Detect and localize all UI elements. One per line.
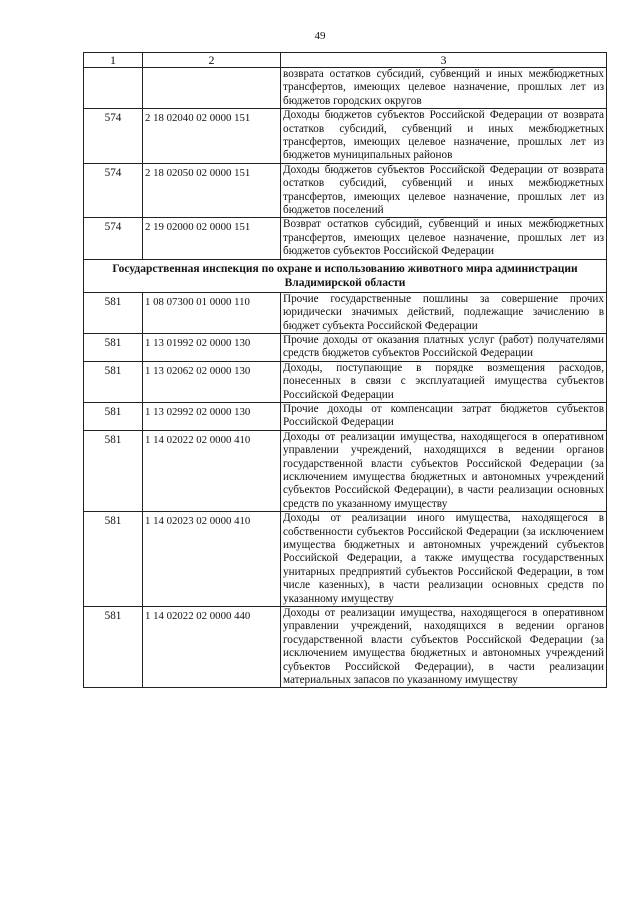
- table-row: [84, 430, 607, 511]
- budget-code-cell: 1 08 07300 01 0000 110: [143, 292, 281, 333]
- column-header-3: 3: [281, 53, 607, 68]
- admin-code-cell: 574: [84, 109, 143, 164]
- budget-code-cell: 1 14 02022 02 0000 410: [143, 430, 281, 511]
- revenue-description-cell: Доходы, поступающие в порядке возмещения расходов, понесенных в связи с эксплуатацией имущества субъектов Российской Федерации: [281, 361, 607, 402]
- admin-code-cell: 581: [84, 607, 143, 688]
- revenue-description-cell: Доходы от реализации имущества, находящегося в оперативном управлении учреждений, находящихся в ведении органов государственной власти субъектов Российской Федерации (за исключением имущества бюджетных и автономных учреждений субъектов Российской Федерации), в части реализации основных средств по указанному имуществу: [281, 430, 607, 511]
- table-row: [84, 361, 607, 402]
- budget-code-cell: 1 14 02023 02 0000 410: [143, 512, 281, 607]
- table-row: [84, 163, 607, 218]
- table-row: [84, 292, 607, 333]
- revenue-description-cell: Доходы от реализации имущества, находящегося в оперативном управлении учреждений, находящихся в ведении органов государственной власти субъектов Российской Федерации (за исключением имущества бюджетных и автономных учреждений субъектов Российской Федерации), в части реализации материальных запасов по указанному имуществу: [281, 607, 607, 688]
- admin-code-cell: 574: [84, 218, 143, 259]
- budget-code-cell: [143, 68, 281, 109]
- table-row: [84, 109, 607, 164]
- table-row: [84, 218, 607, 259]
- admin-code-cell: 581: [84, 292, 143, 333]
- budget-code-cell: 2 19 02000 02 0000 151: [143, 218, 281, 259]
- revenue-description-cell: Доходы бюджетов субъектов Российской Федерации от возврата остатков субсидий, субвенций и иных межбюджетных трансфертов, имеющих целевое назначение, прошлых лет из бюджетов поселений: [281, 163, 607, 218]
- admin-code-cell: 574: [84, 163, 143, 218]
- admin-code-cell: 581: [84, 512, 143, 607]
- revenue-description-cell: Прочие государственные пошлины за совершение прочих юридически значимых действий, подлежащие зачислению в бюджет субъекта Российской Федерации: [281, 292, 607, 333]
- table-row: [84, 68, 607, 109]
- column-header-2: 2: [143, 53, 281, 68]
- table-header-row: [84, 53, 607, 68]
- budget-code-cell: 1 13 02062 02 0000 130: [143, 361, 281, 402]
- revenue-description-cell: Прочие доходы от оказания платных услуг (работ) получателями средств бюджетов субъектов Российской Федерации: [281, 333, 607, 361]
- page-number: 49: [314, 30, 326, 42]
- admin-code-cell: 581: [84, 430, 143, 511]
- revenue-description-cell: Возврат остатков субсидий, субвенций и иных межбюджетных трансфертов, имеющих целевое назначение, прошлых лет из бюджетов субъектов Российской Федерации: [281, 218, 607, 259]
- budget-code-cell: 2 18 02050 02 0000 151: [143, 163, 281, 218]
- table-row: [84, 333, 607, 361]
- revenue-description-cell: Прочие доходы от компенсации затрат бюджетов субъектов Российской Федерации: [281, 402, 607, 430]
- budget-code-cell: 2 18 02040 02 0000 151: [143, 109, 281, 164]
- admin-code-cell: 581: [84, 361, 143, 402]
- revenue-description-cell: Доходы от реализации иного имущества, находящегося в собственности субъектов Российской Федерации (за исключением имущества бюджетных и автономных учреждений субъектов Российской Федерации, а также имущества государственных унитарных предприятий субъектов Российской Федерации, в том числе казенных), в части реализации основных средств по указанному имуществу: [281, 512, 607, 607]
- section-title: Государственная инспекция по охране и использованию животного мира администрации Владимирской области: [84, 259, 607, 292]
- revenue-description-cell: возврата остатков субсидий, субвенций и иных межбюджетных трансфертов, имеющих целевое назначение, прошлых лет из бюджетов городских округов: [281, 68, 607, 109]
- table-row: [84, 512, 607, 607]
- table-row: [84, 402, 607, 430]
- column-header-1: 1: [84, 53, 143, 68]
- budget-code-cell: 1 13 02992 02 0000 130: [143, 402, 281, 430]
- section-header-row: [84, 259, 607, 292]
- revenue-description-cell: Доходы бюджетов субъектов Российской Федерации от возврата остатков субсидий, субвенций и иных межбюджетных трансфертов, имеющих целевое назначение, прошлых лет из бюджетов муниципальных районов: [281, 109, 607, 164]
- budget-code-cell: 1 13 01992 02 0000 130: [143, 333, 281, 361]
- table-row: [84, 607, 607, 688]
- admin-code-cell: 581: [84, 402, 143, 430]
- admin-code-cell: [84, 68, 143, 109]
- admin-code-cell: 581: [84, 333, 143, 361]
- revenue-table: [83, 52, 607, 688]
- budget-code-cell: 1 14 02022 02 0000 440: [143, 607, 281, 688]
